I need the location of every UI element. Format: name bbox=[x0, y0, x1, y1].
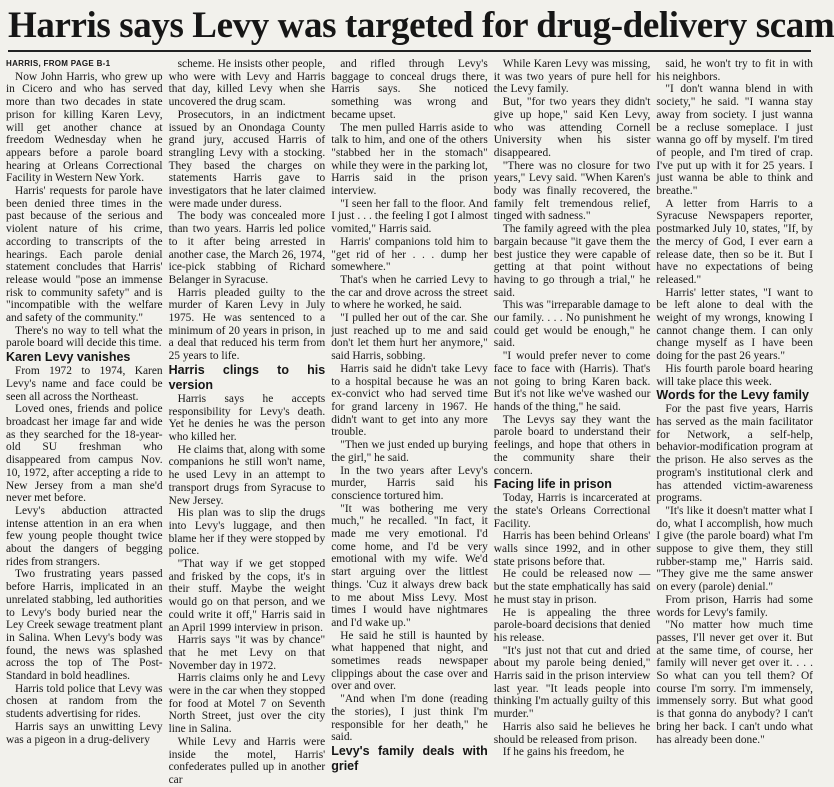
paragraph: In the two years after Levy's murder, Harris said his conscience tortured him. bbox=[331, 464, 488, 502]
paragraph: He claims that, along with some companions he still won't name, he used Levy in an attempt to transport drugs from Syracuse to New Jersey. bbox=[168, 443, 326, 507]
paragraph: There's no way to tell what the parole board will decide this time. bbox=[6, 324, 163, 350]
paragraph: But, "for two years they didn't give up hope," said Ken Levy, who was attending Cornell University when his sister disappeared. bbox=[493, 96, 651, 159]
paragraph: Levy's abduction attracted intense attention in an era when few young people thought twice about the dangers of begging rides from strangers. bbox=[6, 504, 163, 568]
paragraph: A letter from Harris to a Syracuse Newspapers reporter, postmarked July 10, states, "If, by the mercy of God, I ever earn a release date, then so be it. But I have no expectations of being released." bbox=[656, 197, 813, 286]
paragraph: said, he won't try to fit in with his neighbors. bbox=[656, 58, 813, 83]
paragraph: scheme. He insists other people, who were with Levy and Harris that day, killed Levy when she uncovered the drug scam. bbox=[168, 58, 326, 109]
paragraph: "That way if we get stopped and frisked by the cops, it's in their stuff. Maybe the weight would go on that person, and we could write it off," Harris said in an April 1999 interview in prison. bbox=[168, 558, 326, 634]
paragraph: "It was bothering me very much," he recalled. "In fact, it made me very emotional. I'd come home, and I'd be very emotional with my wife. We'd start arguing over the littlest things. 'Cuz it always drew back to me about Miss Levy. Most times I would have nightmares and I'd wake up." bbox=[331, 502, 488, 629]
paragraph: Prosecutors, in an indictment issued by an Onondaga County grand jury, accused Harris of strangling Levy with a stocking. They based the charges on statements Harris gave to investigators that he later claimed were made under duress. bbox=[168, 108, 326, 210]
column-1 bbox=[6, 58, 163, 762]
col1-paragraphs bbox=[6, 71, 163, 350]
jump-line: HARRIS, FROM PAGE B-1 bbox=[6, 59, 111, 68]
paragraph: He said he still is haunted by what happened that night, and sometimes reads newspaper clippings about the case over and over and over. bbox=[331, 629, 488, 693]
paragraph: Harris says he accepts responsibility for Levy's death. Yet he denies he was the person who killed her. bbox=[168, 392, 326, 443]
col3-paragraphs bbox=[331, 58, 488, 744]
paragraph: His fourth parole board hearing will take place this week. bbox=[656, 362, 813, 388]
paragraph: "And when I'm done (reading the stories), I just think I'm responsible for her death," he said. bbox=[331, 693, 488, 744]
paragraph: He is appealing the three parole-board decisions that denied his release. bbox=[493, 606, 651, 644]
paragraph: Today, Harris is incarcerated at the state's Orleans Correctional Facility. bbox=[493, 492, 651, 530]
paragraph: "I don't wanna blend in with society," he said. "I wanna stay away from society. I just wanna be a recluse someplace. I just wanna go off by myself. I'm tired of people, and I'm tired of crap. I've put up with it for 25 years. I just wanna be able to think and breathe." bbox=[656, 83, 813, 198]
subhead-facing-life-in-prison: Facing life in prison bbox=[493, 477, 612, 492]
col4-paragraphs bbox=[494, 58, 651, 477]
column-3 bbox=[331, 58, 488, 773]
paragraph: The family agreed with the plea bargain because "it gave them the best justice they were capable of getting at that point without having to go through a trial," he said. bbox=[493, 223, 651, 299]
paragraph: From 1972 to 1974, Karen Levy's name and face could be seen all across the Northeast. bbox=[6, 365, 163, 403]
col5-paragraphs bbox=[656, 58, 813, 388]
paragraph: For the past five years, Harris has served as the main facilitator for Network, a self-help, behavior-modification program at the prison. He also serves as the program's institutional clerk and has attended victim-awareness programs. bbox=[656, 403, 813, 505]
paragraph: Harris' companions told him to "get rid of her . . . dump her somewhere." bbox=[331, 235, 488, 274]
paragraph: If he gains his freedom, he bbox=[502, 746, 625, 759]
paragraph: While Levy and Harris were inside the motel, Harris' confederates pulled up in another car bbox=[168, 735, 326, 786]
paragraph: Harris has been behind Orleans' walls since 1992, and in other state prisons before that. bbox=[493, 530, 651, 568]
paragraph: and rifled through Levy's baggage to conceal drugs there, Harris says. She noticed something was wrong and became upset. bbox=[331, 58, 488, 121]
paragraph: "There was no closure for two years," Levy said. "When Karen's body was finally recovered, the family felt tremendous relief, tinged with sadness." bbox=[493, 159, 651, 223]
paragraph: The body was concealed more than two years. Harris led police to it after being arrested in another case, the March 26, 1974, ice-pick stabbing of Richard Belanger in Syracuse. bbox=[168, 210, 326, 286]
paragraph: Harris says an unwitting Levy was a pigeon in a drug-delivery bbox=[6, 720, 163, 746]
headline-rule bbox=[8, 50, 811, 52]
paragraph: "Then we just ended up burying the girl," he said. bbox=[331, 439, 488, 464]
paragraph: Harris says "it was by chance" that he met Levy on that November day in 1972. bbox=[168, 634, 326, 672]
subhead-harris-clings: Harris clings to his version bbox=[168, 362, 326, 392]
headline: Harris says Levy was targeted for drug-delivery scam bbox=[8, 5, 834, 46]
paragraph: He could be released now — but the state emphatically has said he must stay in prison. bbox=[493, 568, 651, 606]
paragraph: From prison, Harris had some words for Levy's family. bbox=[656, 593, 813, 619]
paragraph: Harris told police that Levy was chosen at random from the students advertising for rides. bbox=[6, 682, 163, 721]
paragraph: Harris also said he believes he should be released from prison. bbox=[493, 720, 651, 746]
paragraph: While Karen Levy was missing, it was two years of pure hell for the Levy family. bbox=[493, 58, 651, 96]
paragraph: Two frustrating years passed before Harris, implicated in an unrelated stabbing, led authorities to Levy's body buried near the Ley Creek sewage treatment plant in Salina. When Levy's body was found, the news was splashed across the top of The Post-Standard in bold headlines. bbox=[6, 568, 163, 683]
paragraph: "It's just not that cut and dried about my parole being denied," Harris said in the prison interview last year. "It leads people into thinking I'm actually guilty of this murder." bbox=[493, 644, 651, 721]
paragraph: Harris pleaded guilty to the murder of Karen Levy in July 1975. He was sentenced to a minimum of 20 years in prison, in a deal that reduced his term from 25 years to life. bbox=[168, 286, 326, 363]
paragraph: "I pulled her out of the car. She just reached up to me and said don't let them hurt her anymore," said Harris, sobbing. bbox=[331, 312, 488, 363]
article-columns bbox=[6, 58, 813, 786]
paragraph: His plan was to slip the drugs into Levy's luggage, and then blame her if they were stopped by police. bbox=[168, 507, 326, 558]
paragraph: Harris said he didn't take Levy to a hospital because he was an ex-convict who had served time for grand larceny in 1967. He didn't want to get into any more trouble. bbox=[331, 362, 488, 439]
col2-paragraphs bbox=[169, 58, 326, 363]
subhead-karen-levy-vanishes: Karen Levy vanishes bbox=[6, 350, 131, 365]
col1b-paragraphs bbox=[6, 365, 163, 746]
paragraph: Harris' letter states, "I want to be left alone to deal with the weight of my wrongs, knowing I cannot change them. I can only change myself as I have been doing for the past 26 years." bbox=[656, 286, 813, 363]
column-2 bbox=[168, 58, 326, 786]
paragraph: Now John Harris, who grew up in Cicero and who has served more than two decades in state prison for killing Karen Levy, will get another chance at freedom Wednesday when he appears before a parole board hearing at Orleans Correctional Facility in Western New York. bbox=[6, 70, 163, 185]
col2b-paragraphs bbox=[169, 393, 326, 787]
paragraph: Harris claims only he and Levy were in the car when they stopped for food at Motel 7 on Seventh North Street, just over the city line in Salina. bbox=[168, 672, 326, 736]
paragraph: Loved ones, friends and police broadcast her image far and wide as they searched for the 18-year-old SU freshman who disappeared from campus Nov. 10, 1972, after accepting a ride to New Jersey from a man she'd never met before. bbox=[6, 403, 163, 505]
col4b-paragraphs bbox=[494, 492, 651, 759]
column-4 bbox=[494, 58, 651, 762]
paragraph: "It's like it doesn't matter what I do, what I accomplish, how much I give (the parole board) what I'm suppose to give them, they still rubber-stamp me," Harris said. "They give me the same answer on every (parole) denial." bbox=[656, 504, 813, 594]
paragraph: The Levys say they want the parole board to understand their feelings, and hope that others in the community share their concern. bbox=[493, 413, 651, 477]
paragraph: This was "irreparable damage to our family. . . . No punishment he could get would be enough," he said. bbox=[493, 299, 651, 350]
paragraph: Harris' requests for parole have been denied three times in the past because of the serious and violent nature of his crime, according to transcripts of the hearings. Each parole denial statement concludes that Harris' release would "pose an immense risk to community safety" and is "incompatible with the welfare and safety of the community." bbox=[6, 185, 163, 325]
column-5 bbox=[656, 58, 813, 762]
subhead-words-for-levy-family: Words for the Levy family bbox=[656, 388, 809, 403]
subhead-levy-family-grief: Levy's family deals with grief bbox=[331, 743, 488, 773]
paragraph: "I would prefer never to come face to face with (Harris). That's not going to bring Karen back. But it's not like we've washed our hands of the thing," he said. bbox=[493, 350, 651, 413]
col5b-paragraphs bbox=[656, 403, 813, 746]
paragraph: The men pulled Harris aside to talk to him, and one of the others "stabbed her in the stomach" while they were in the parking lot, Harris said in the prison interview. bbox=[331, 121, 488, 198]
paragraph: "No matter how much time passes, I'll never get over it. But at the same time, of course, her family will never get over it. . . . So what can you tell them? Of course I'm sorry. I'm immensely, immensely sorry. But what good is that gonna do anybody? I can't bring her back. I can't undo what has already been done." bbox=[656, 619, 813, 746]
paragraph: "I seen her fall to the floor. And I just . . . the feeling I got I almost vomited," Harris said. bbox=[331, 197, 488, 236]
paragraph: That's when he carried Levy to the car and drove across the street to where he worked, he said. bbox=[331, 273, 488, 312]
